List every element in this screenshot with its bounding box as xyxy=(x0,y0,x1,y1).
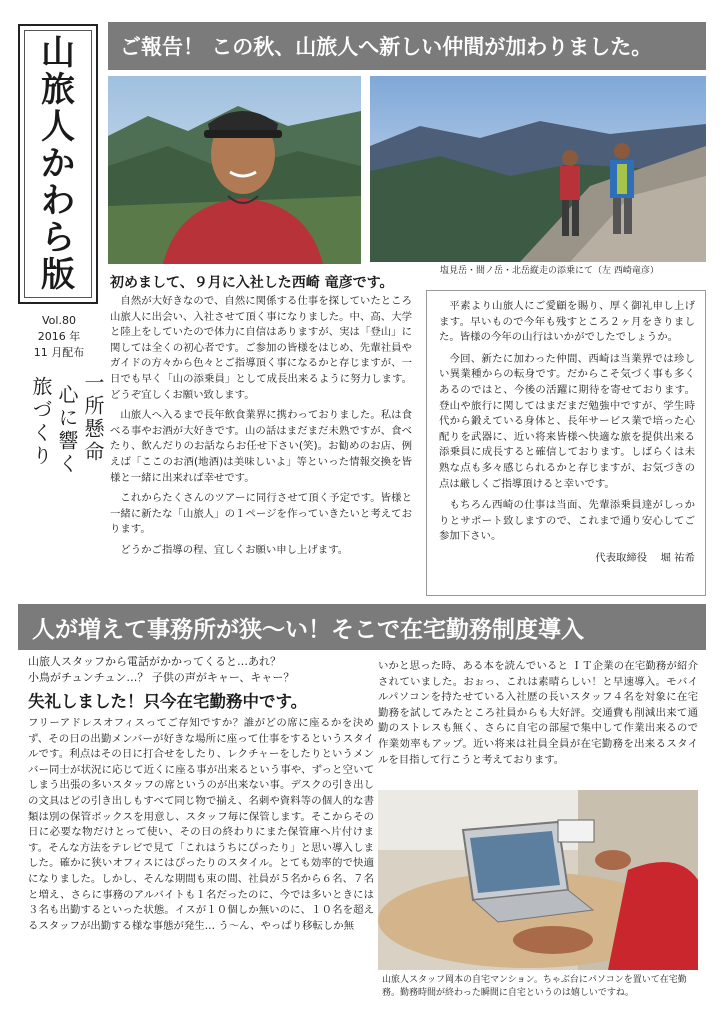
intro-heading: 初めまして、９月に入社した西崎 竜彦です。 xyxy=(110,275,394,291)
headline-remote-work: 人が増えて事務所が狭～い！そこで在宅勤務制度導入 xyxy=(18,604,706,650)
headline-new-member: ご報告！ この秋、山旅人へ新しい仲間が加わりました。 xyxy=(108,22,706,70)
message-paragraph: 今回、新たに加わった仲間、西崎は当業界では珍しい異業種からの転身です。だからこそ気づく事も多くあるのではと、今後の活躍に期待を寄せております。登山や旅行に関してはまだまだ勉強中ですが、学生時代から鍛えている身体と、長年サービス業で培った心配りを武器に、近い将来皆様へ快適な旅を提供出来る添乗員に成長すると確信しております。しばらくは未熟な点も多々感じられるかと存じますが、お気づきの点は厳しくご指導頂けると幸いです。 xyxy=(439,352,695,490)
issue-year: 2016 年 xyxy=(37,330,81,343)
slogan-line-3: 旅づくり xyxy=(29,376,53,468)
slogan-line-2: 心に響く xyxy=(55,384,79,476)
intro-paragraph: 山旅人へ入るまで長年飲食業界に携わっておりました。私は食べる事やお酒が大好きです。山の話はまだまだ未熟ですが、食べたり、飲んだりのお話ならお任せ下さい(笑)。お勧めのお店、例えば「ここのお酒(地酒)は美味しいよ」等といった情報交換を皆様と一緒に出来れば幸せです。 xyxy=(110,409,412,484)
mountain-ridge-photo xyxy=(370,76,706,262)
masthead xyxy=(18,24,98,304)
article-body-right: いかと思った時、ある本を読んでいると ＩＴ企業の在宅勤務が紹介されていました。おぉっ、これは素晴らしい！と早速導入。モバイルパソコンを持たせている入社歴の長いスタッフ４名を対象に在宅勤務を試してみたところ社員からも大好評。交通費も削減出来て通勤のストレスも無く、さらに自宅の部屋で集中して作業出来るので作業効率もアップ。近い将来は社員全員が在宅勤務を出来るスタイルを目指して行こうと考えております。 xyxy=(378,660,698,766)
article-lead-line: 小鳥がチュンチュン…？ 子供の声がキャー、キャー？ xyxy=(28,671,295,684)
volume-number: Vol.80 xyxy=(42,314,76,327)
article-lead xyxy=(28,654,373,686)
issue-month: 11 月配布 xyxy=(33,346,85,359)
home-office-photo xyxy=(378,790,698,970)
intro-paragraph: これからたくさんのツアーに同行させて頂く予定です。皆様と一緒に新たな「山旅人」の１ページを作っていきたいと考えております。 xyxy=(110,492,412,536)
issue-info xyxy=(26,313,92,361)
article-heading: 失礼しました！只今在宅勤務中です。 xyxy=(28,692,308,711)
article-lead-line: 山旅人スタッフから電話がかかってくると…あれ？ xyxy=(28,655,281,668)
home-office-caption: 山旅人スタッフ岡本の自宅マンション。ちゃぶ台にパソコンを置いて在宅勤務。勤務時間が終わった瞬間に自宅というのは嬉しいですね。 xyxy=(382,975,687,998)
intro-text xyxy=(110,294,412,564)
signature-role: 代表取締役 xyxy=(595,551,648,564)
newsletter-title: 山旅人かわら版 xyxy=(41,32,75,295)
signature-name: 堀 祐希 xyxy=(660,551,695,564)
slogan xyxy=(28,372,106,592)
signature xyxy=(439,551,695,567)
article-body-left: フリーアドレスオフィスってご存知ですか？誰がどの席に座るかを決めず、その日の出勤メンバーが好きな場所に座って仕事をするというスタイルです。利点はその日に打合せをしたり、レクチャーをしたりというメンバー同士が状況に応じて近くに座る事が出来るという事や、ずっと空いてしまう出張の多いスタッフの席というのが出来ない事。デスクの引き出しの文具はどの引き出しもすべて同じ物で揃え、名刺や資料等の個人的な書類は別の保管ボックスを用意し、スタッフ毎に保管します。そこからその日に必要な物だけとって使い、その日の終わりにまた保管庫へ片付けます。そんな方法をテレビで見て「これはうちにぴったり」と思い導入しました。確かに狭いオフィスにはぴったりのスタイル。とても効率的で快適になりました。しかし、そんな期間も束の間、社員が５名から６名、７名と増え、さらに事務のアルバイトも１名だったのに、今では多いときには３名も出勤するといった状態。イスが１０個しか無いのに、１０名を超えるスタッフが出勤する様な事態が発生… う～ん、やっぱり移転しか無 xyxy=(28,717,374,932)
message-paragraph: もちろん西崎の仕事は当面、先輩添乗員達がしっかりとサポート致しますので、これまで通り安心してご参加下さい。 xyxy=(439,499,695,543)
ridge-photo-caption: 塩見岳・間ノ岳・北岳縦走の添乗にて（左 西崎竜彦） xyxy=(440,266,659,276)
slogan-line-1: 一所懸命 xyxy=(81,372,105,464)
president-message-box xyxy=(426,290,706,596)
portrait-photo xyxy=(108,76,361,264)
intro-paragraph: どうかご指導の程、宜しくお願い申し上げます。 xyxy=(120,543,349,556)
message-paragraph: 平素より山旅人にご愛顧を賜り、厚く御礼申し上げます。早いもので今年も残すところ２ヶ月をきりました。皆様の今年の山行はいかがでしたでしょうか。 xyxy=(439,300,695,344)
masthead-frame xyxy=(24,30,92,298)
intro-paragraph: 自然が大好きなので、自然に関係する仕事を探していたところ山旅人に出会い、入社させて頂く事になりました。中、高、大学と陸上をしていたので体力に自信はありますが、実は「登山」に関しては全くの初心者です。ご参加の皆様をはじめ、先輩社員やガイドの方々から色々とご指導頂く事になるかと存じますが、一日でも早く「山の添乗員」として成長出来るように努力します。どうぞ宜しくお願い致します。 xyxy=(110,295,412,401)
